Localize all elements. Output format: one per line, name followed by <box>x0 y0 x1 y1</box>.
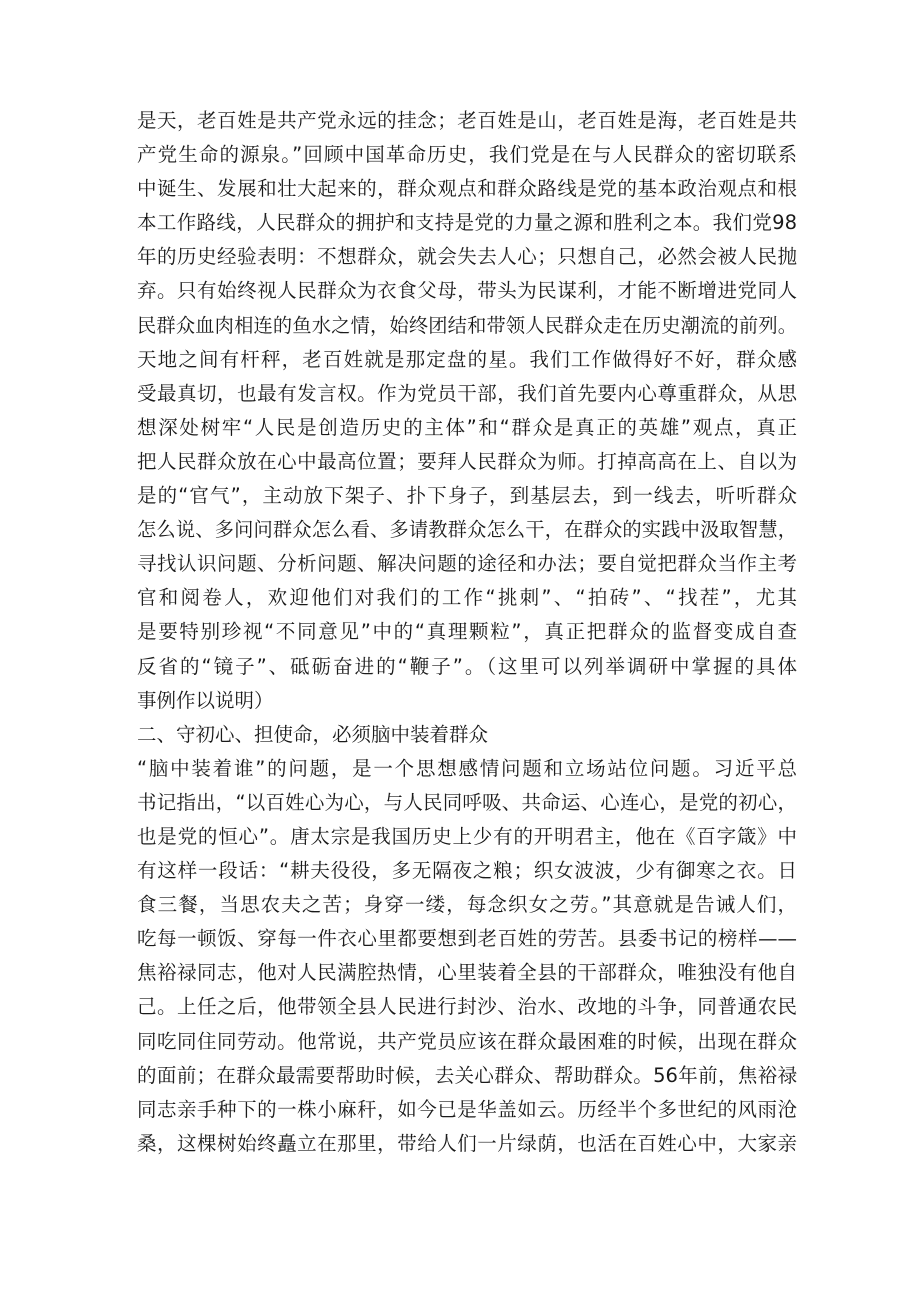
body-text-line: “脑中装着谁”的问题，是一个思想感情问题和立场站位问题。习近平总 <box>137 756 797 780</box>
body-text-line: 己。上任之后，他带领全县人民进行封沙、治水、改地的斗争，同普通农民 <box>137 995 797 1019</box>
body-text-line: 桑，这棵树始终矗立在那里，带给人们一片绿荫，也活在百姓心中，大家亲 <box>137 1131 797 1155</box>
body-text-line: 怎么说、多问问群众怎么看、多请教群众怎么干，在群众的实践中汲取智慧， <box>137 518 797 542</box>
body-text-line: 食三餐，当思农夫之苦；身穿一缕，每念织女之劳。”其意就是告诫人们， <box>137 893 797 917</box>
body-text-line: 吃每一顿饭、穿每一件衣心里都要想到老百姓的劳苦。县委书记的榜样—— <box>137 927 797 951</box>
body-text-line: 是要特别珍视“不同意见”中的“真理颗粒”，真正把群众的监督变成自查 <box>137 620 797 644</box>
body-text-line: 弃。只有始终视人民群众为衣食父母，带头为民谋利，才能不断增进党同人 <box>137 279 797 303</box>
body-text-line: 中诞生、发展和壮大起来的，群众观点和群众路线是党的基本政治观点和根 <box>137 177 797 201</box>
body-text-line: 同志亲手种下的一株小麻秆，如今已是华盖如云。历经半个多世纪的风雨沧 <box>137 1097 797 1121</box>
body-text-line: 官和阅卷人，欢迎他们对我们的工作“挑刺”、“拍砖”、“找茬”，尤其 <box>137 586 797 610</box>
body-text-line: 产党生命的源泉。”回顾中国革命历史，我们党是在与人民群众的密切联系 <box>137 143 797 167</box>
body-text-line: 是天，老百姓是共产党永远的挂念；老百姓是山，老百姓是海，老百姓是共 <box>137 109 797 132</box>
body-text-line: 寻找认识问题、分析问题、解决问题的途径和办法；要自觉把群众当作主考 <box>137 552 797 576</box>
body-text-line: 民群众血肉相连的鱼水之情，始终团结和带领人民群众走在历史潮流的前列。 <box>137 313 797 337</box>
body-text-line: 反省的“镜子”、砥砺奋进的“鞭子”。（这里可以列举调研中掌握的具体 <box>137 654 797 678</box>
body-text-line: 把人民群众放在心中最高位置；要拜人民群众为师。打掉高高在上、自以为 <box>137 449 797 473</box>
body-text-line: 二、守初心、担使命，必须脑中装着群众 <box>137 722 489 746</box>
body-text-line: 事例作以说明） <box>137 688 274 712</box>
body-text-line: 书记指出，“以百姓心为心，与人民同呼吸、共命运、心连心，是党的初心， <box>137 790 797 814</box>
body-text-line: 天地之间有杆秤，老百姓就是那定盘的星。我们工作做得好不好，群众感 <box>137 347 797 371</box>
body-text-line: 有这样一段话：“耕夫役役，多无隔夜之粮；织女波波，少有御寒之衣。日 <box>137 859 797 883</box>
document-body <box>137 104 797 1161</box>
body-text-line: 也是党的恒心”。唐太宗是我国历史上少有的开明君主，他在《百字箴》中 <box>137 824 797 848</box>
body-text-line: 受最真切，也最有发言权。作为党员干部，我们首先要内心尊重群众，从思 <box>137 381 797 405</box>
body-text-line: 同吃同住同劳动。他常说，共产党员应该在群众最困难的时候，出现在群众 <box>137 1029 797 1053</box>
body-text-line: 本工作路线，人民群众的拥护和支持是党的力量之源和胜利之本。我们党98 <box>137 211 797 235</box>
body-text-line: 焦裕禄同志，他对人民满腔热情，心里装着全县的干部群众，唯独没有他自 <box>137 961 797 985</box>
body-text-line: 是的“官气”，主动放下架子、扑下身子，到基层去，到一线去，听听群众 <box>137 484 797 508</box>
body-text-line: 的面前；在群众最需要帮助时候，去关心群众、帮助群众。56年前，焦裕禄 <box>137 1063 797 1087</box>
body-text-line: 想深处树牢“人民是创造历史的主体”和“群众是真正的英雄”观点，真正 <box>137 415 797 439</box>
body-text-line: 年的历史经验表明：不想群众，就会失去人心；只想自己，必然会被人民抛 <box>137 245 797 269</box>
